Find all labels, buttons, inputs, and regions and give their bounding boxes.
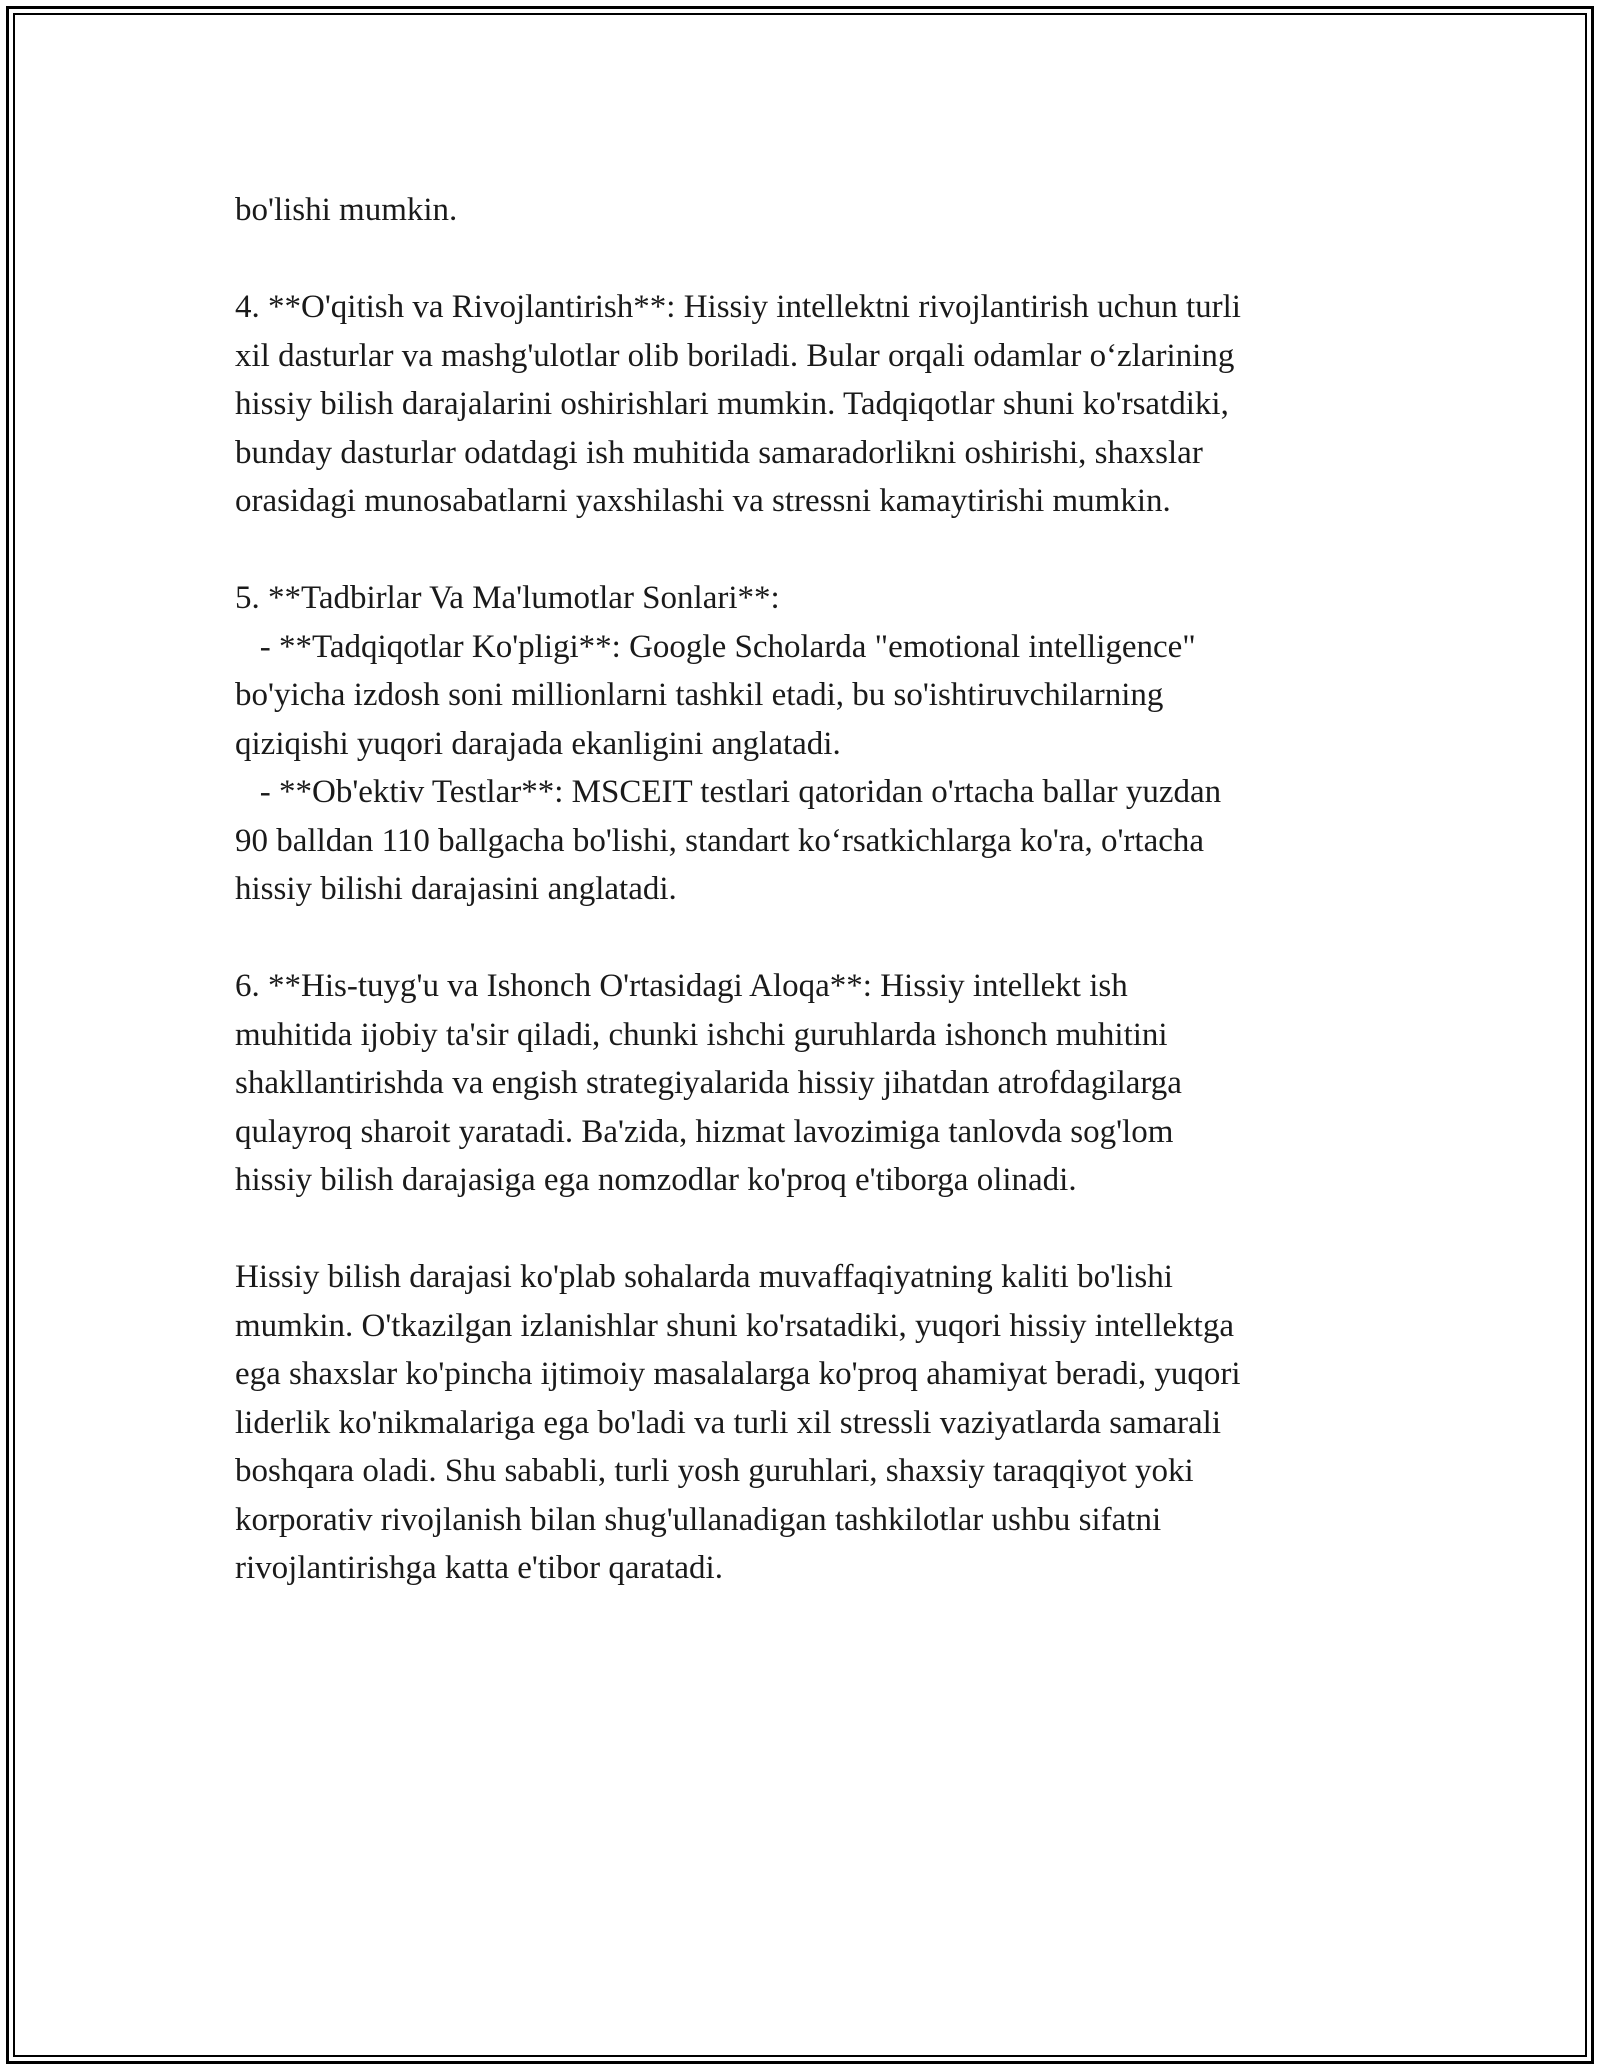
text-line: shakllantirishda va engish strategiyalarida hissiy jihatdan atrofdagilarga xyxy=(235,1065,1182,1101)
text-line: hissiy bilish darajalarini oshirishlari mumkin. Tadqiqotlar shuni ko'rsatdiki, xyxy=(235,386,1229,422)
text-line: muhitida ijobiy ta'sir qiladi, chunki ishchi guruhlarda ishonch muhitini xyxy=(235,1016,1168,1053)
text-line: - **Tadqiqotlar Ko'pligi**: Google Scholarda "emotional intelligence" xyxy=(235,628,1196,665)
text-line: hissiy bilish darajasiga ega nomzodlar ko'proq e'tiborga olinadi. xyxy=(235,1162,1077,1198)
text-line: boshqara oladi. Shu sababli, turli yosh guruhlari, shaxsiy taraqqiyot yoki xyxy=(235,1453,1194,1489)
text-line: 90 balldan 110 ballgacha bo'lishi, standart ko‘rsatkichlarga ko'ra, o'rtacha xyxy=(235,822,1205,859)
text-line: qulayroq sharoit yaratadi. Ba'zida, hizmat lavozimiga tanlovda sog'lom xyxy=(235,1113,1174,1150)
blank-line xyxy=(235,235,1365,284)
text-line: orasidagi munosabatlarni yaxshilashi va stressni kamaytirishi mumkin. xyxy=(235,483,1171,519)
text-line: bunday dasturlar odatdagi ish muhitida samaradorlikni oshirishi, shaxslar xyxy=(235,434,1203,471)
text-line: korporativ rivojlanish bilan shug'ullanadigan tashkilotlar ushbu sifatni xyxy=(235,1501,1162,1538)
text-line: qiziqishi yuqori darajada ekanligini anglatadi. xyxy=(235,725,841,762)
text-line: rivojlantirishga katta e'tibor qaratadi. xyxy=(235,1550,723,1586)
text-line: 4. **O'qitish va Rivojlantirish**: Hissiy intellektni rivojlantirish uchun turli xyxy=(235,289,1241,325)
text-line: mumkin. O'tkazilgan izlanishlar shuni ko'rsatadiki, yuqori hissiy intellektga xyxy=(235,1307,1234,1344)
blank-line xyxy=(235,526,1365,575)
text-line: bo'lishi mumkin. xyxy=(235,192,458,228)
text-line: bo'yicha izdosh soni millionlarni tashkil etadi, bu so'ishtiruvchilarning xyxy=(235,677,1164,713)
text-line: 6. **His-tuyg'u va Ishonch O'rtasidagi Aloqa**: Hissiy intellekt ish xyxy=(235,968,1128,1004)
blank-line xyxy=(235,914,1365,963)
text-line: - **Ob'ektiv Testlar**: MSCEIT testlari qatoridan o'rtacha ballar yuzdan xyxy=(235,774,1222,810)
document-body xyxy=(235,186,1365,1593)
text-line: liderlik ko'nikmalariga ega bo'ladi va turli xil stressli vaziyatlarda samarali xyxy=(235,1404,1221,1441)
text-line: hissiy bilishi darajasini anglatadi. xyxy=(235,871,677,907)
text-line: 5. **Tadbirlar Va Ma'lumotlar Sonlari**: xyxy=(235,580,780,616)
text-line: Hissiy bilish darajasi ko'plab sohalarda muvaffaqiyatning kaliti bo'lishi xyxy=(235,1259,1173,1295)
text-line: ega shaxslar ko'pincha ijtimoiy masalalarga ko'proq ahamiyat beradi, yuqori xyxy=(235,1356,1241,1392)
blank-line xyxy=(235,1205,1365,1254)
text-line: xil dasturlar va mashg'ulotlar olib boriladi. Bular orqali odamlar o‘zlarining xyxy=(235,337,1235,374)
